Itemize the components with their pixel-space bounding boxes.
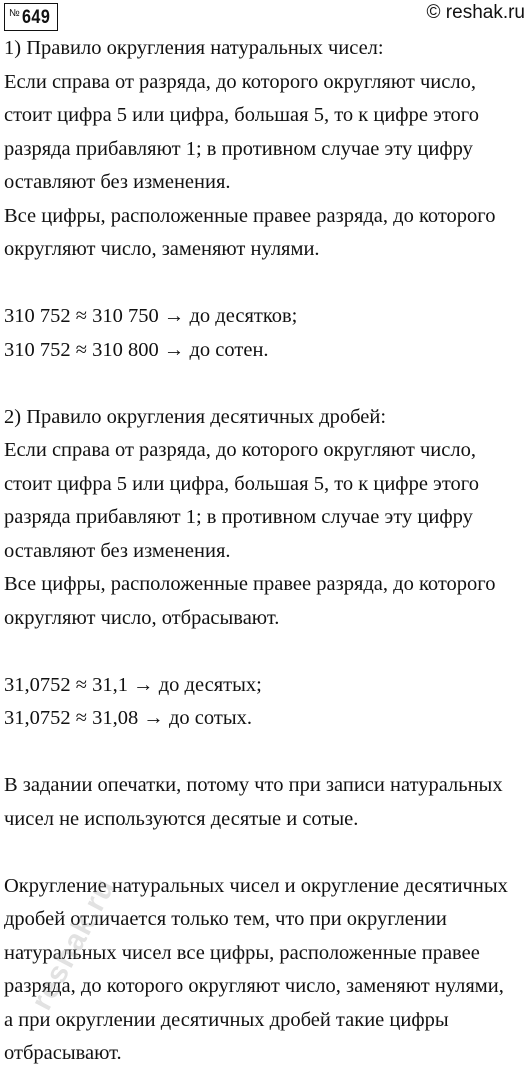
text-line: чисел не используются десятые и сотые.	[4, 807, 359, 830]
text-line: Если справа от разряда, до которого округляют число,	[4, 70, 476, 93]
solution-text	[4, 32, 526, 1071]
text-line: стоит цифра 5 или цифра, большая 5, то к цифре этого	[4, 104, 479, 126]
text-line: стоит цифра 5 или цифра, большая 5, то к цифре этого	[4, 472, 479, 495]
text-line: оставляют без изменения.	[4, 539, 231, 562]
text-line: отбрасывают.	[4, 1042, 122, 1064]
text-line: Все цифры, расположенные правее разряда, до которого	[4, 573, 496, 595]
text-line: 1) Правило округления натуральных чисел:	[4, 37, 384, 59]
text-line: натуральных чисел все цифры, расположенные правее	[4, 941, 480, 964]
text-line: разряда, до которого округляют число, заменяют нулями,	[4, 975, 504, 997]
text-line: 310 752 ≈ 310 750 → до десятков;	[4, 305, 298, 327]
text-line: Округление натуральных чисел и округление десятичных	[4, 874, 508, 897]
header	[0, 0, 531, 34]
copyright-label: © reshak.ru	[426, 2, 525, 23]
text-line: 2) Правило округления десятичных дробей:	[4, 405, 387, 428]
text-line: В задании опечатки, потому что при записи натуральных	[4, 774, 503, 796]
text-line: дробей отличается только тем, что при округлении	[4, 908, 447, 930]
number-sign: №	[9, 8, 20, 19]
blank-line	[4, 836, 526, 870]
text-line: оставляют без изменения.	[4, 171, 231, 193]
task-number-badge	[4, 3, 58, 31]
text-line: округляют число, отбрасывают.	[4, 606, 280, 629]
text-line: округляют число, заменяют нулями.	[4, 238, 320, 260]
blank-line	[4, 736, 526, 770]
text-line: разряда прибавляют 1; в противном случае эту цифру	[4, 506, 473, 528]
text-line: 31,0752 ≈ 31,1 → до десятых;	[4, 673, 262, 696]
blank-line	[4, 367, 526, 401]
text-line: Все цифры, расположенные правее разряда, до которого	[4, 204, 496, 227]
text-line: Если справа от разряда, до которого округляют число,	[4, 439, 476, 461]
blank-line	[4, 635, 526, 669]
text-line: а при округлении десятичных дробей такие цифры	[4, 1008, 449, 1031]
task-number: 649	[21, 6, 50, 28]
text-line: 31,0752 ≈ 31,08 → до сотых.	[4, 707, 252, 729]
text-line: 310 752 ≈ 310 800 → до сотен.	[4, 338, 269, 361]
text-line: разряда прибавляют 1; в противном случае эту цифру	[4, 137, 473, 160]
watermark: reshak.ru	[25, 872, 122, 1016]
blank-line	[4, 267, 526, 301]
